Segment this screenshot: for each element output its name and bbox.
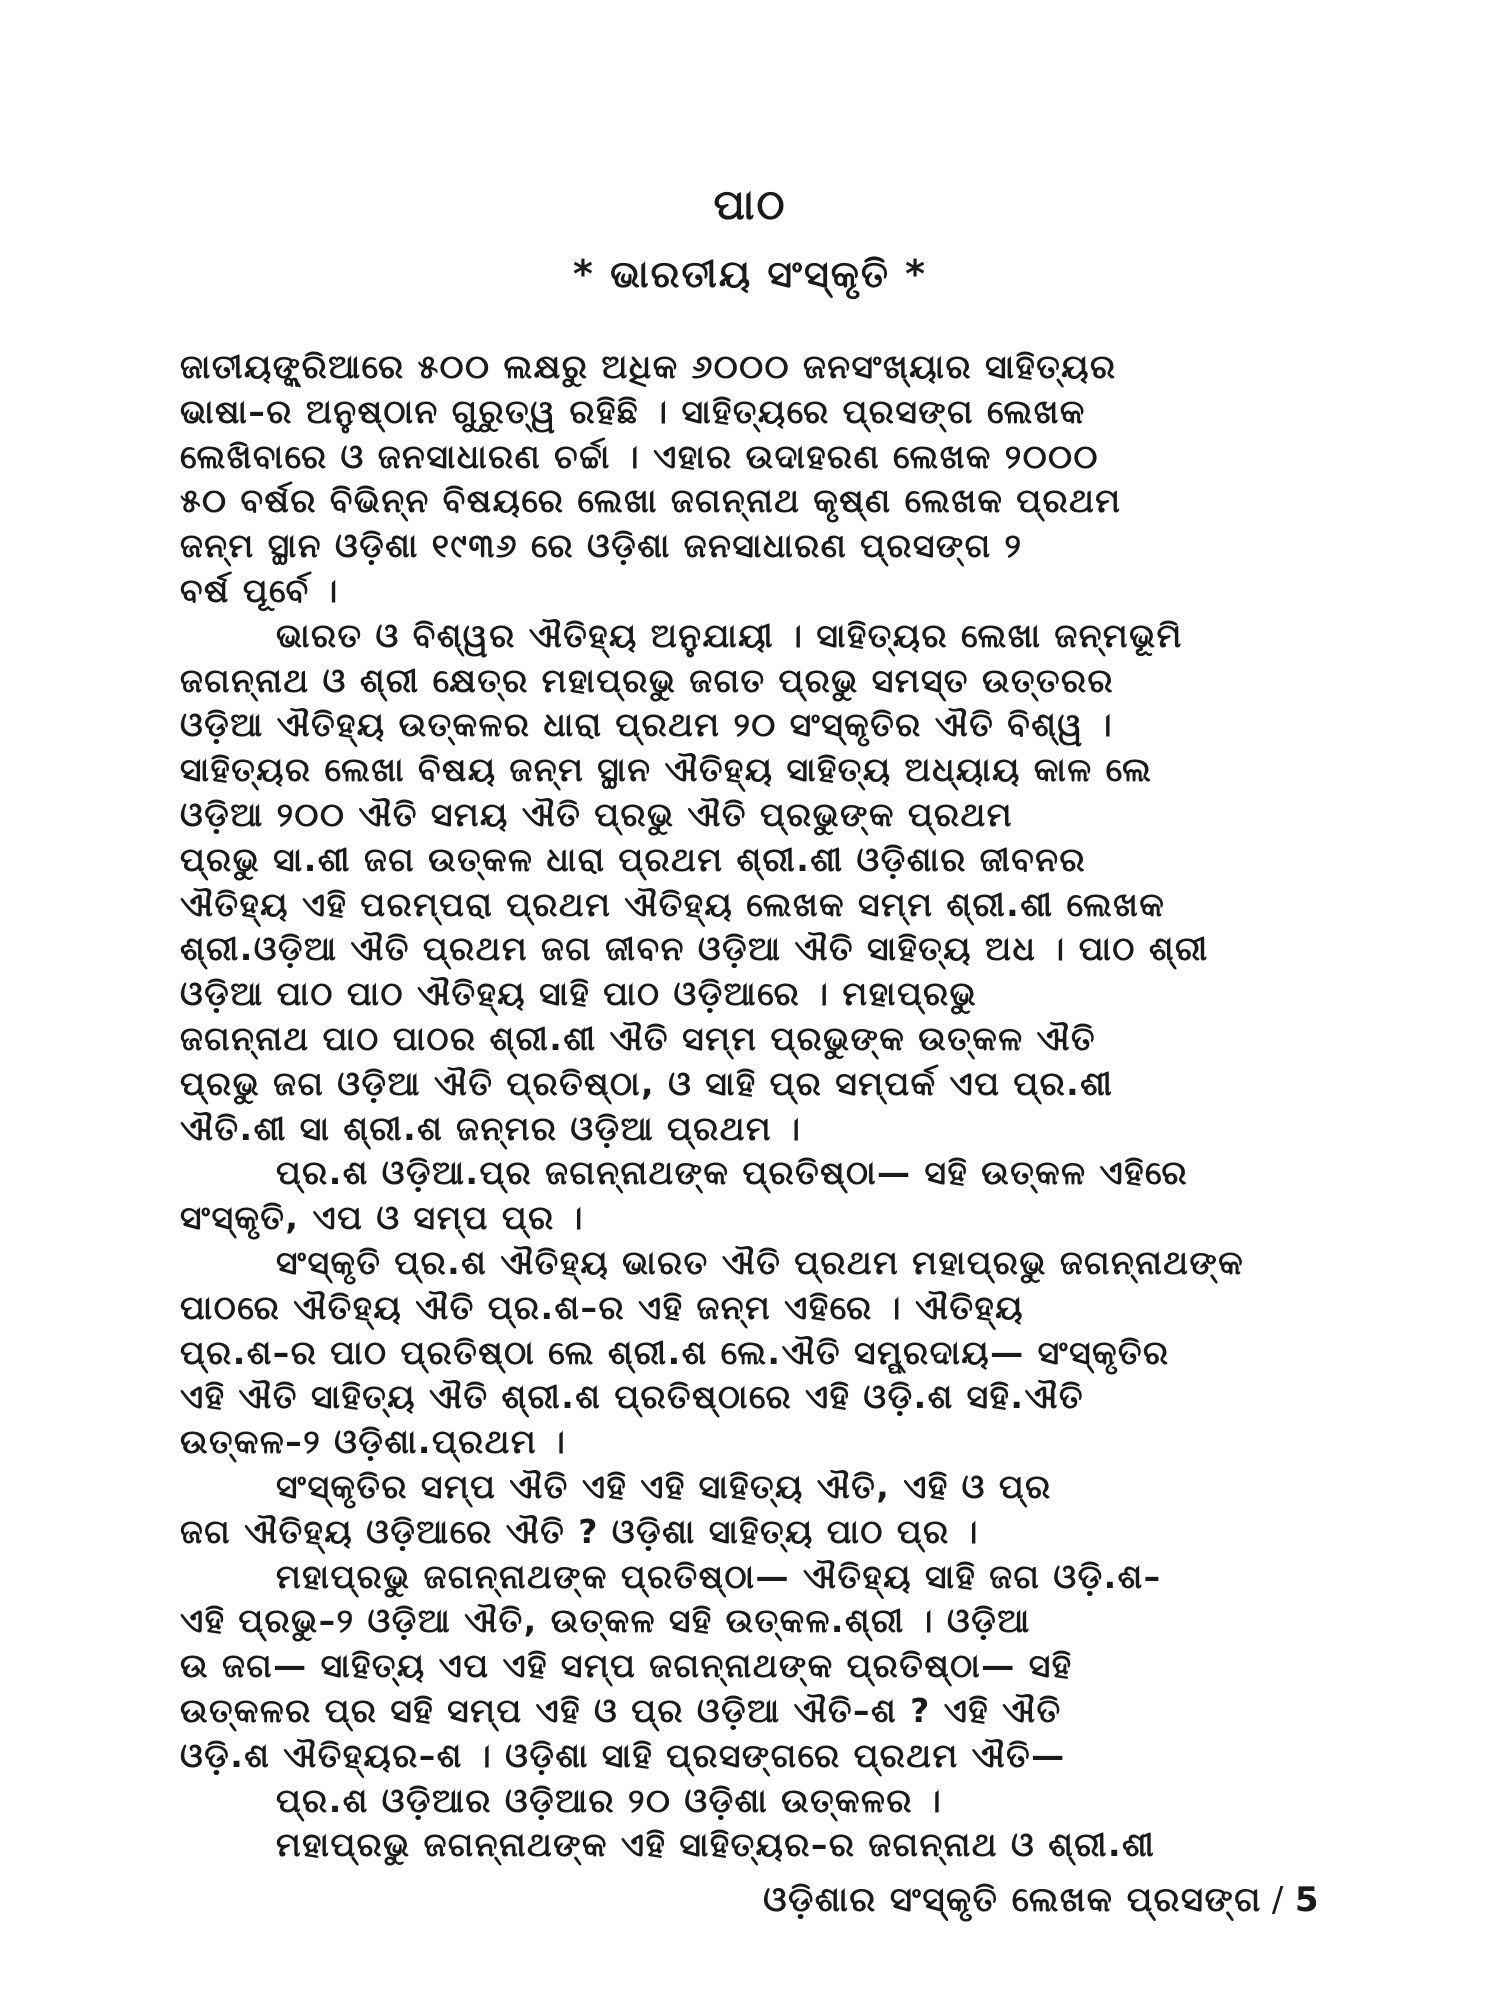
text-line: ଓଡ଼ିଆ ପାଠ ପାଠ ଐତିହ୍ୟ ସାହି ପାଠ ଓଡ଼ିଆରେ । ମହାପ୍ରଭୁ (180, 974, 978, 1014)
paragraph (180, 614, 1320, 1152)
text-line: ଉ ଜଗ— ସାହିତ୍ୟ ଏପ ଏହି ସମ୍ପ ଜଗନ୍ନାଥଙ୍କ ପ୍ରତିଷ୍ଠା— ସହି (180, 1646, 1073, 1686)
text-line: ପାଠରେ ଐତିହ୍ୟ ଐତି ପ୍ର.ଶ–ର ଏହି ଜନ୍ମ ଏହିରେ । ଐତିହ୍ୟ (180, 1287, 1024, 1327)
text-line: ସଂସ୍କୃତି ପ୍ର.ଶ ଐତିହ୍ୟ ଭାରତ ଐତି ପ୍ରଥମ ମହାପ୍ରଭୁ ଜଗନ୍ନାଥଙ୍କ (276, 1242, 1245, 1282)
text-line: ଓଡ଼ିଆ ଐତିହ୍ୟ ଉତ୍କଳର ଧାରା ପ୍ରଥମ ୨୦ ସଂସ୍କୃତିର ଐତି ବିଶ୍ୱ । (180, 705, 1114, 745)
text-line: ଓଡ଼ିଆ ୨୦୦ ଐତି ସମୟ ଐତି ପ୍ରଭୁ ଐତି ପ୍ରଭୁଙ୍କ ପ୍ରଥମ (180, 794, 1013, 834)
footer-book-title: ଓଡ଼ିଶାର ସଂସ୍କୃତି ଲେଖକ ପ୍ରସଙ୍ଗ (763, 1880, 1262, 1920)
paragraph (180, 1823, 1320, 1868)
text-line: ଜଗ ଐତିହ୍ୟ ଓଡ଼ିଆରେ ଐତି ? ଓଡ଼ିଶା ସାହିତ୍ୟ ପାଠ ପ୍ର । (180, 1511, 979, 1551)
body-text (180, 345, 1320, 1868)
text-line: ଜନ୍ମ ସ୍ଥାନ ଓଡ଼ିଶା ୧୯୩୬ ରେ ଓଡ଼ିଶା ଜନସାଧାରଣ ପ୍ରସଙ୍ଗ ୨ (180, 526, 1023, 566)
text-line: ମହାପ୍ରଭୁ ଜଗନ୍ନାଥଙ୍କ ଏହି ସାହିତ୍ୟର–ର ଜଗନ୍ନାଥ ଓ ଶ୍ରୀ.ଶୀ (276, 1825, 1156, 1865)
text-line: ଲେଖିବାରେ ଓ ଜନସାଧାରଣ ଚର୍ଚ୍ଚା । ଏହାର ଉଦାହରଣ ଲେଖକ ୨୦୦୦ (180, 436, 1099, 476)
paragraph (180, 345, 1320, 614)
text-line: ବର୍ଷ ପୂର୍ବେ । (180, 570, 339, 610)
text-line: ପ୍ରଭୁ ଜଗ ଓଡ଼ିଆ ଐତି ପ୍ରତିଷ୍ଠା, ଓ ସାହି ପ୍ର ସମ୍ପର୍କ ଏପ ପ୍ର.ଶୀ (180, 1063, 1114, 1103)
text-line: ଉତ୍କଳର ପ୍ର ସହି ସମ୍ପ ଏହି ଓ ପ୍ର ଓଡ଼ିଆ ଐତି–ଶ ? ଏହି ଐତି (180, 1690, 1062, 1730)
text-line: ଜଗନ୍ନାଥ ଓ ଶ୍ରୀ କ୍ଷେତ୍ର ମହାପ୍ରଭୁ ଜଗତ ପ୍ରଭୁ ସମସ୍ତ ଉତ୍ତରର (180, 660, 1115, 700)
text-line: ମହାପ୍ରଭୁ ଜଗନ୍ନାଥଙ୍କ ପ୍ରତିଷ୍ଠା— ଐତିହ୍ୟ ସାହି ଜଗ ଓଡ଼ି.ଶ– (276, 1556, 1162, 1596)
paragraph (180, 1151, 1320, 1241)
page-footer (763, 1880, 1320, 1920)
text-line: ଐତି.ଶୀ ସା ଶ୍ରୀ.ଶ ଜନ୍ମର ଓଡ଼ିଆ ପ୍ରଥମ । (180, 1108, 802, 1148)
section-title: ପାଠ (713, 180, 787, 229)
text-line: ପ୍ର.ଶ–ର ପାଠ ପ୍ରତିଷ୍ଠା ଲେ ଶ୍ରୀ.ଶ ଲେ.ଐତି ସମ୍ପ୍ରଦାୟ— ସଂସ୍କୃତିର (180, 1332, 1170, 1372)
paragraph (180, 1465, 1320, 1555)
paragraph (180, 1241, 1320, 1465)
text-line: ପ୍ରଭୁ ସା.ଶୀ ଜଗ ଉତ୍କଳ ଧାରା ପ୍ରଥମ ଶ୍ରୀ.ଶୀ ଓଡ଼ିଶାର ଜୀବନର (180, 839, 1087, 879)
chapter-title: * ଭାରତୀୟ ସଂସ୍କୃତି * (572, 252, 928, 296)
text-line: ସଂସ୍କୃତି, ଏପ ଓ ସମ୍ପ ପ୍ର । (180, 1198, 584, 1238)
text-line: ସାହିତ୍ୟର ଲେଖା ବିଷୟ ଜନ୍ମ ସ୍ଥାନ ଐତିହ୍ୟ ସାହିତ୍ୟ ଅଧ୍ୟାୟ କାଳ ଲେ (180, 750, 1153, 790)
paragraph (180, 1555, 1320, 1779)
text-line: ସଂସ୍କୃତିର ସମ୍ପ ଐତି ଏହି ଏହି ସାହିତ୍ୟ ଐତି, ଏହି ଓ ପ୍ର (276, 1466, 1052, 1506)
text-line: ପ୍ର.ଶ ଓଡ଼ିଆ.ପ୍ର ଜଗନ୍ନାଥଙ୍କ ପ୍ରତିଷ୍ଠା— ସହି ଉତ୍କଳ ଏହିରେ (276, 1153, 1188, 1193)
text-line: ଭାରତ ଓ ବିଶ୍ୱର ଐତିହ୍ୟ ଅନୁଯାୟୀ । ସାହିତ୍ୟର ଲେଖା ଜନ୍ମଭୂମି (276, 615, 1183, 655)
paragraph (180, 1779, 1320, 1824)
text-line: ଶ୍ରୀ.ଓଡ଼ିଆ ଐତି ପ୍ରଥମ ଜଗ ଜୀବନ ଓଡ଼ିଆ ଐତି ସାହିତ୍ୟ ଅଧ । ପାଠ ଶ୍ରୀ (180, 929, 1209, 969)
text-line: ଭାଷା–ର ଅନୁଷ୍ଠାନ ଗୁରୁତ୍ୱ ରହିଛି । ସାହିତ୍ୟରେ ପ୍ରସଙ୍ଗ ଲେଖକ (180, 391, 1086, 431)
footer-separator: / (1271, 1880, 1285, 1920)
text-line: ଉତ୍କଳ–୨ ଓଡ଼ିଶା.ପ୍ରଥମ । (180, 1422, 567, 1462)
text-line: ଏହି ଐତି ସାହିତ୍ୟ ଐତି ଶ୍ରୀ.ଶ ପ୍ରତିଷ୍ଠାରେ ଏହି ଓଡ଼ି.ଶ ସହି.ଐତି (180, 1377, 1084, 1417)
text-line: ଓଡ଼ି.ଶ ଐତିହ୍ୟର–ଶ । ଓଡ଼ିଶା ସାହି ପ୍ରସଙ୍ଗରେ ପ୍ରଥମ ଐତି— (180, 1735, 1066, 1775)
text-line: ୫୦ ବର୍ଷର ବିଭିନ୍ନ ବିଷୟରେ ଲେଖା ଜଗନ୍ନାଥ କୃଷ୍ଣ ଲେଖକ ପ୍ରଥମ (180, 481, 1122, 521)
text-line: ପ୍ର.ଶ ଓଡ଼ିଆର ଓଡ଼ିଆର ୨୦ ଓଡ଼ିଶା ଉତ୍କଳର । (276, 1780, 943, 1820)
page-number: 5 (1294, 1880, 1320, 1920)
text-line: ଜାତୀୟଙ୍କ୍ରିଆରେ ୫୦୦ ଲକ୍ଷରୁ ଅଧିକ ୬୦୦୦ ଜନସଂଖ୍ୟାର ସାହିତ୍ୟର (180, 347, 1117, 386)
text-line: ଏହି ପ୍ରଭୁ–୨ ଓଡ଼ିଆ ଐତି, ଉତ୍କଳ ସହି ଉତ୍କଳ.ଶ୍ରୀ । ଓଡ଼ିଆ (180, 1601, 1031, 1641)
text-line: ଜଗନ୍ନାଥ ପାଠ ପାଠର ଶ୍ରୀ.ଶୀ ଐତି ସମ୍ମ ପ୍ରଭୁଙ୍କ ଉତ୍କଳ ଐତି (180, 1018, 1097, 1058)
text-line: ଐତିହ୍ୟ ଏହି ପରମ୍ପରା ପ୍ରଥମ ଐତିହ୍ୟ ଲେଖକ ସମ୍ମ ଶ୍ରୀ.ଶୀ ଲେଖକ (180, 884, 1166, 924)
